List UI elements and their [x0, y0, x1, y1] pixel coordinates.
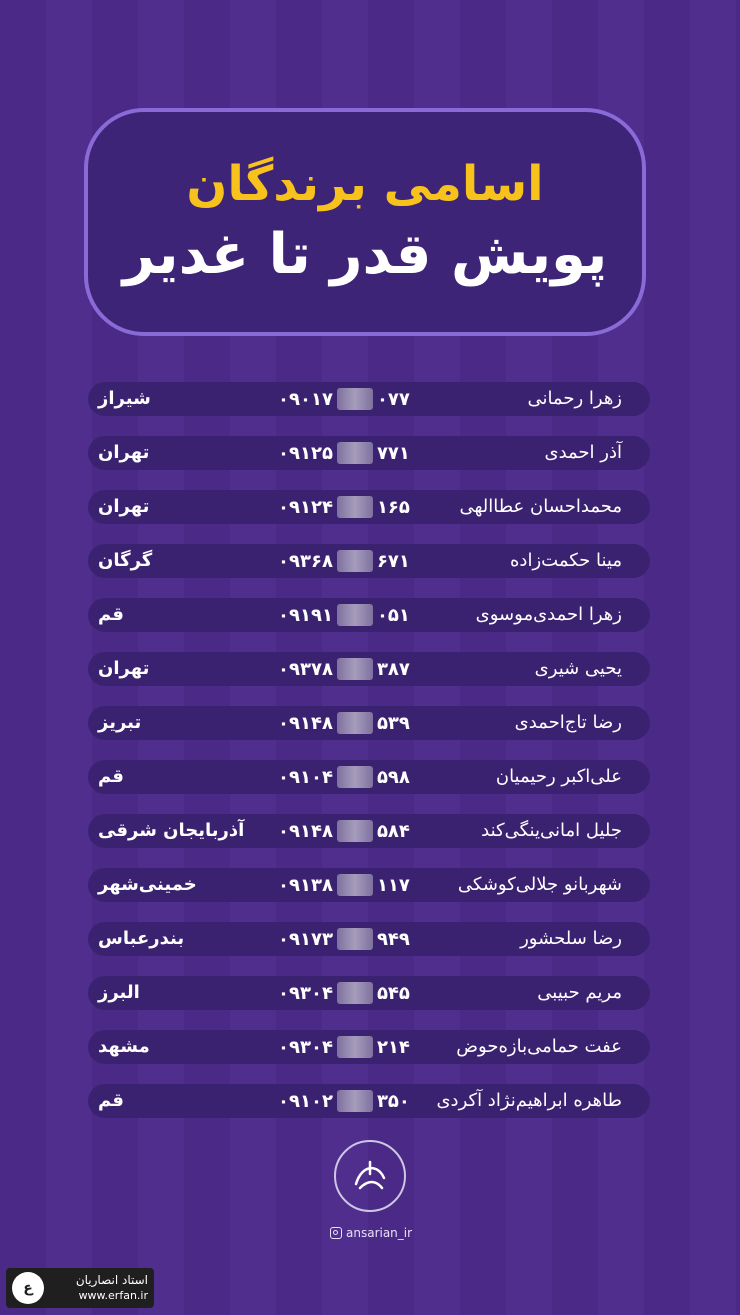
winner-name: زهرا احمدی‌موسوی [475, 604, 622, 625]
winner-row [88, 544, 650, 578]
winner-row [88, 1084, 650, 1118]
phone-masked-digits [337, 496, 373, 518]
winner-city: خمینی‌شهر [98, 874, 197, 895]
winners-list [88, 382, 650, 1138]
phone-suffix: ۷۷۱ [376, 442, 410, 464]
winner-row [88, 976, 650, 1010]
phone-masked-digits [337, 874, 373, 896]
instagram-handle: ansarian_ir [346, 1226, 413, 1240]
winner-name: عفت حمامی‌بازه‌حوض [456, 1036, 622, 1057]
phone-suffix: ۹۴۹ [376, 928, 410, 950]
winner-phone [278, 976, 428, 1010]
phone-suffix: ۵۴۵ [376, 982, 410, 1004]
winner-phone [278, 1030, 428, 1064]
phone-suffix: ۰۵۱ [376, 604, 410, 626]
phone-prefix: ۰۹۱۲۵ [278, 442, 333, 464]
winner-city: شیراز [98, 388, 151, 409]
phone-masked-digits [337, 766, 373, 788]
winner-phone [278, 706, 428, 740]
ansarian-calligraphy-logo [334, 1140, 406, 1212]
winner-phone [278, 760, 428, 794]
erfan-badge[interactable] [6, 1268, 154, 1308]
winner-city: تبریز [98, 712, 142, 733]
winner-city: قم [98, 766, 124, 787]
winner-phone [278, 1084, 428, 1118]
winner-city: تهران [98, 442, 150, 463]
phone-prefix: ۰۹۰۱۷ [278, 388, 333, 410]
phone-suffix: ۳۵۰ [376, 1090, 410, 1112]
phone-masked-digits [337, 550, 373, 572]
phone-suffix: ۶۷۱ [376, 550, 410, 572]
winner-city: قم [98, 1090, 124, 1111]
logo-area [320, 1140, 420, 1212]
winner-city: تهران [98, 658, 150, 679]
phone-masked-digits [337, 388, 373, 410]
winner-phone [278, 544, 428, 578]
phone-prefix: ۰۹۳۰۴ [278, 982, 333, 1004]
title-line1: اسامی برندگان [186, 155, 544, 212]
winner-phone [278, 598, 428, 632]
phone-masked-digits [337, 604, 373, 626]
winner-name: علی‌اکبر رحیمیان [495, 766, 622, 787]
winner-phone [278, 868, 428, 902]
winner-city: مشهد [98, 1036, 150, 1057]
winner-phone [278, 382, 428, 416]
winner-city: قم [98, 604, 124, 625]
winner-name: محمداحسان عطاالهی [459, 496, 622, 517]
winner-city: گرگان [98, 550, 153, 571]
phone-prefix: ۰۹۳۰۴ [278, 1036, 333, 1058]
winner-name: رضا سلحشور [520, 928, 622, 949]
winner-row [88, 814, 650, 848]
winner-city: تهران [98, 496, 150, 517]
phone-masked-digits [337, 442, 373, 464]
winner-name: طاهره ابراهیم‌نژاد آکردی [436, 1090, 622, 1111]
winner-row [88, 598, 650, 632]
phone-prefix: ۰۹۱۲۴ [278, 496, 333, 518]
winner-row [88, 706, 650, 740]
phone-masked-digits [337, 982, 373, 1004]
winner-row [88, 922, 650, 956]
winner-name: جلیل امانی‌ینگی‌کند [481, 820, 622, 841]
winner-phone [278, 436, 428, 470]
badge-line2: www.erfan.ir [78, 1289, 148, 1302]
winner-name: مریم حبیبی [537, 982, 622, 1003]
phone-masked-digits [337, 1090, 373, 1112]
phone-suffix: ۱۶۵ [376, 496, 410, 518]
badge-text [48, 1272, 154, 1304]
phone-suffix: ۵۹۸ [376, 766, 410, 788]
phone-masked-digits [337, 712, 373, 734]
header-box [84, 108, 646, 336]
phone-prefix: ۰۹۱۷۳ [278, 928, 333, 950]
phone-prefix: ۰۹۱۴۸ [278, 820, 333, 842]
phone-masked-digits [337, 820, 373, 842]
winner-city: آذربایجان شرقی [98, 820, 245, 841]
phone-suffix: ۵۸۴ [376, 820, 410, 842]
winner-name: آذر احمدی [544, 442, 622, 463]
winner-row [88, 652, 650, 686]
phone-prefix: ۰۹۱۹۱ [278, 604, 333, 626]
winner-name: یحیی شیری [534, 658, 622, 679]
winner-phone [278, 652, 428, 686]
phone-suffix: ۳۸۷ [376, 658, 410, 680]
phone-prefix: ۰۹۳۷۸ [278, 658, 333, 680]
phone-suffix: ۰۷۷ [376, 388, 410, 410]
phone-suffix: ۱۱۷ [376, 874, 410, 896]
winner-phone [278, 922, 428, 956]
phone-prefix: ۰۹۱۴۸ [278, 712, 333, 734]
winner-phone [278, 490, 428, 524]
phone-prefix: ۰۹۳۶۸ [278, 550, 333, 572]
badge-line1: استاد انصاریان [75, 1273, 148, 1287]
winner-name: رضا تاج‌احمدی [514, 712, 622, 733]
phone-suffix: ۲۱۴ [376, 1036, 410, 1058]
phone-suffix: ۵۳۹ [376, 712, 410, 734]
phone-masked-digits [337, 658, 373, 680]
phone-masked-digits [337, 1036, 373, 1058]
instagram-icon [330, 1227, 342, 1239]
winner-row [88, 1030, 650, 1064]
winner-phone [278, 814, 428, 848]
winner-row [88, 868, 650, 902]
winner-name: شهربانو جلالی‌کوشکی [457, 874, 622, 895]
phone-prefix: ۰۹۱۳۸ [278, 874, 333, 896]
winner-name: مینا حکمت‌زاده [510, 550, 622, 571]
winner-city: البرز [98, 982, 140, 1003]
winner-name: زهرا رحمانی [527, 388, 622, 409]
winner-city: بندرعباس [98, 928, 185, 949]
phone-prefix: ۰۹۱۰۲ [278, 1090, 333, 1112]
winner-row [88, 382, 650, 416]
phone-prefix: ۰۹۱۰۴ [278, 766, 333, 788]
title-line2: پویش قدر تا غدیر [122, 222, 608, 288]
instagram-link[interactable] [330, 1226, 412, 1240]
winner-row [88, 760, 650, 794]
winner-row [88, 436, 650, 470]
phone-masked-digits [337, 928, 373, 950]
erfan-logo-icon: ع [12, 1272, 44, 1304]
winner-row [88, 490, 650, 524]
